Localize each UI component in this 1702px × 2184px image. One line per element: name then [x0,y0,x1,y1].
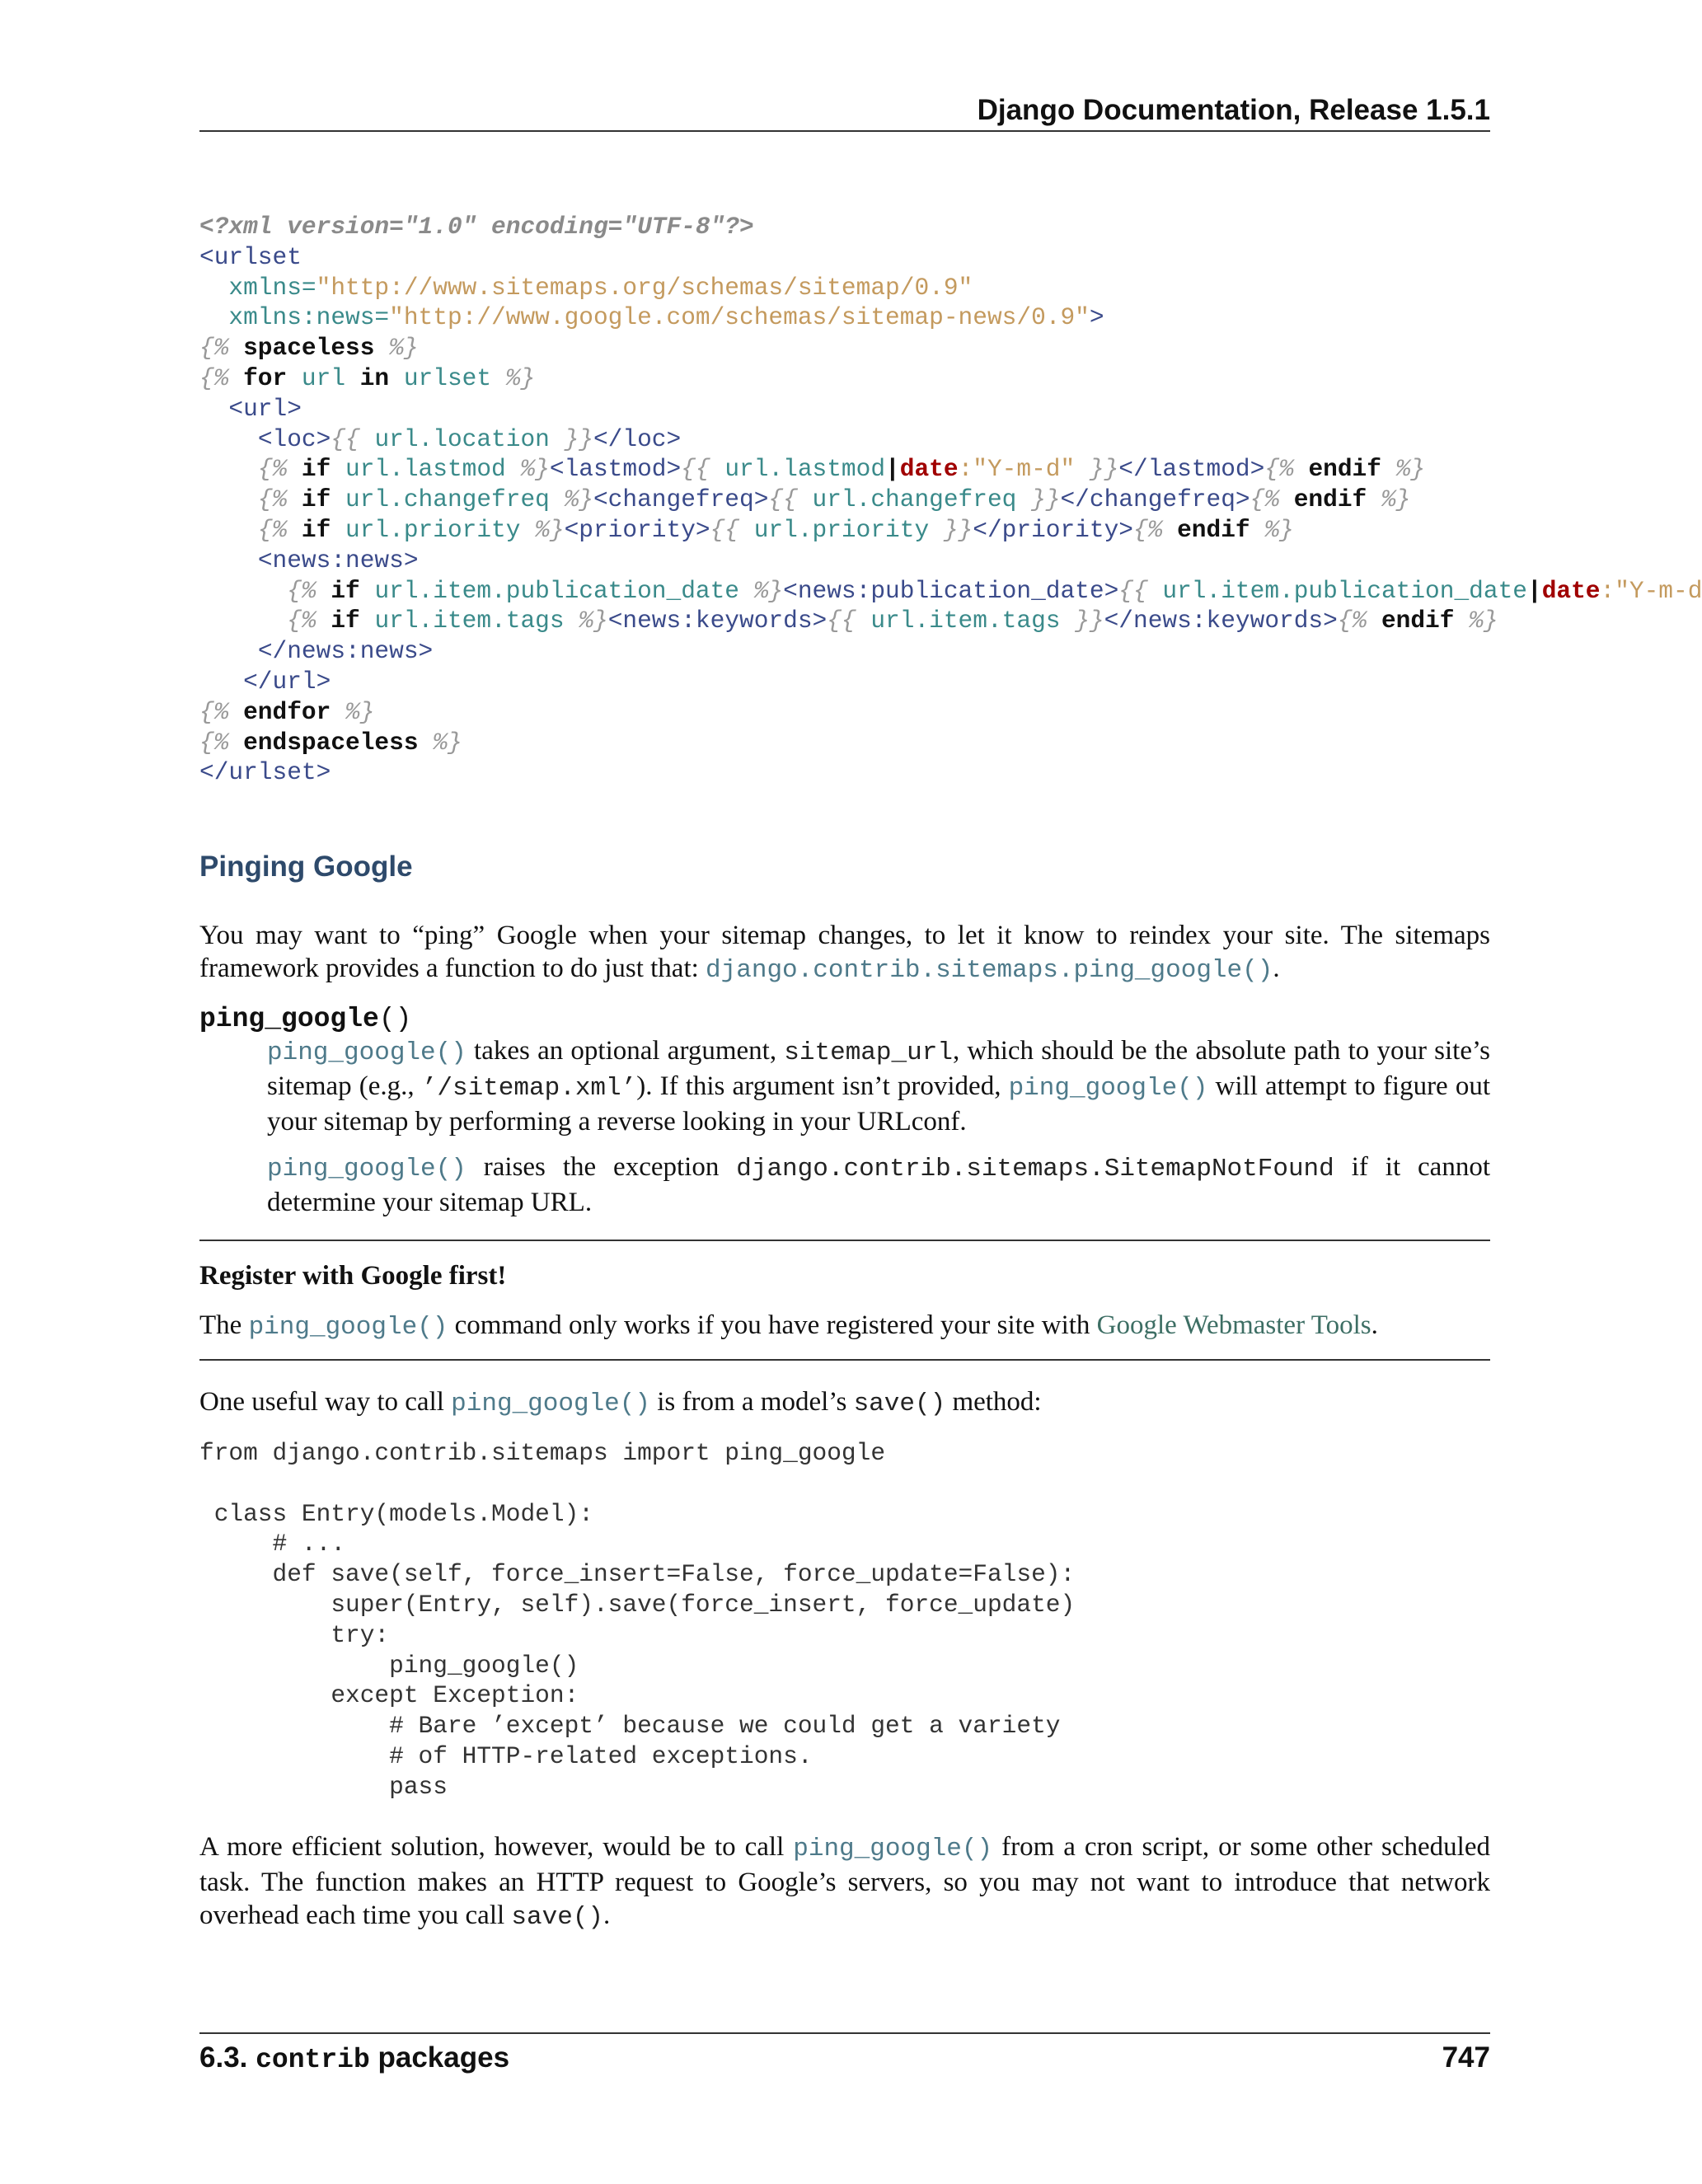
ping-google-link[interactable]: ping_google() [1008,1074,1208,1103]
exception-description: ping_google() raises the exception django.contrib.sitemaps.SitemapNotFound if it cannot determine your sitemap URL. [267,1152,1490,1217]
running-header: Django Documentation, Release 1.5.1 [977,94,1490,126]
ping-google-link[interactable]: ping_google() [248,1313,448,1342]
footer-section: 6.3. contrib packages [199,2041,510,2075]
note-body: The ping_google() command only works if you have registered your site with Google Webmaster Tools. [199,1310,1378,1342]
note-bottom-rule [199,1359,1490,1361]
function-signature: ping_google() [199,1004,412,1034]
section-heading: Pinging Google [199,851,413,883]
xml-template-code-block: <?xml version="1.0" encoding="UTF-8"?> <urlset xmlns="http://www.sitemaps.org/schemas/sitemap/0.9" xmlns:news="http://www.google.com/schemas/sitemap-news/0.9"> {% spaceless %} {% for url in urlset %} <url> <loc>{{ url.location }}</loc> {% if url.lastmod %}<lastmod>{{ url.lastmod|date:"Y-m-d" }}</lastmod>{% endif %} {% if url.changefreq %}<changefreq>{{ url.changefreq }}</changefreq>{% endif %} {% if url.priority %}<priority>{{ url.priority }}</priority>{% endif %} <news:news> {% if url.item.publication_date %}<news:publication_date>{{ url.item.publication_date|date:"Y-m-d {% if url.item.tags %}<news:keywords>{{ url.item.tags }}</news:keywords>{% endif %} </news:news> </url> {% endfor %} {% endspaceless %} </urlset> [199,213,1702,787]
ping-google-link[interactable]: ping_google() [451,1390,650,1418]
efficient-paragraph: A more efficient solution, however, would be to call ping_google() from a cron script, or some other scheduled task. The function makes an HTTP request to Google’s servers, so you may not want to introduce that network overhead each time you call save(). [199,1832,1491,1932]
header-rule [199,130,1490,132]
page-number: 747 [1442,2041,1490,2074]
ping-google-link[interactable]: ping_google() [267,1155,467,1183]
ping-google-link[interactable]: ping_google() [793,1835,993,1863]
note-top-rule [199,1240,1490,1241]
footer-rule [199,2032,1490,2034]
intro-paragraph: You may want to “ping” Google when your sitemap changes, to let it know to reindex your site. The sitemaps framework provides a function to do just that: django.contrib.sitemaps.ping_google(). [199,921,1490,985]
python-code-block: from django.contrib.sitemaps import ping_google class Entry(models.Model): # ... def save(self, force_insert=False, force_update=False): super(Entry, self).save(force_insert, force_update) try: ping_google() except Exception: # Bare ’except’ because we could get a variety # of HTTP-related exceptions. pass [199,1439,1076,1801]
google-webmaster-tools-link[interactable]: Google Webmaster Tools [1096,1310,1371,1340]
note-title: Register with Google first! [199,1261,507,1291]
useful-paragraph: One useful way to call ping_google() is from a model’s save() method: [199,1387,1042,1418]
function-description: ping_google() takes an optional argument, sitemap_url, which should be the absolute path to your site’s sitemap (e.g., ’/sitemap.xml’). If this argument isn’t provided, ping_google() will attempt to figure out your sitemap by performing a reverse looking in your URLconf. [267,1036,1491,1137]
ping-google-link[interactable]: ping_google() [267,1038,467,1067]
intro-link[interactable]: django.contrib.sitemaps.ping_google() [706,956,1273,985]
